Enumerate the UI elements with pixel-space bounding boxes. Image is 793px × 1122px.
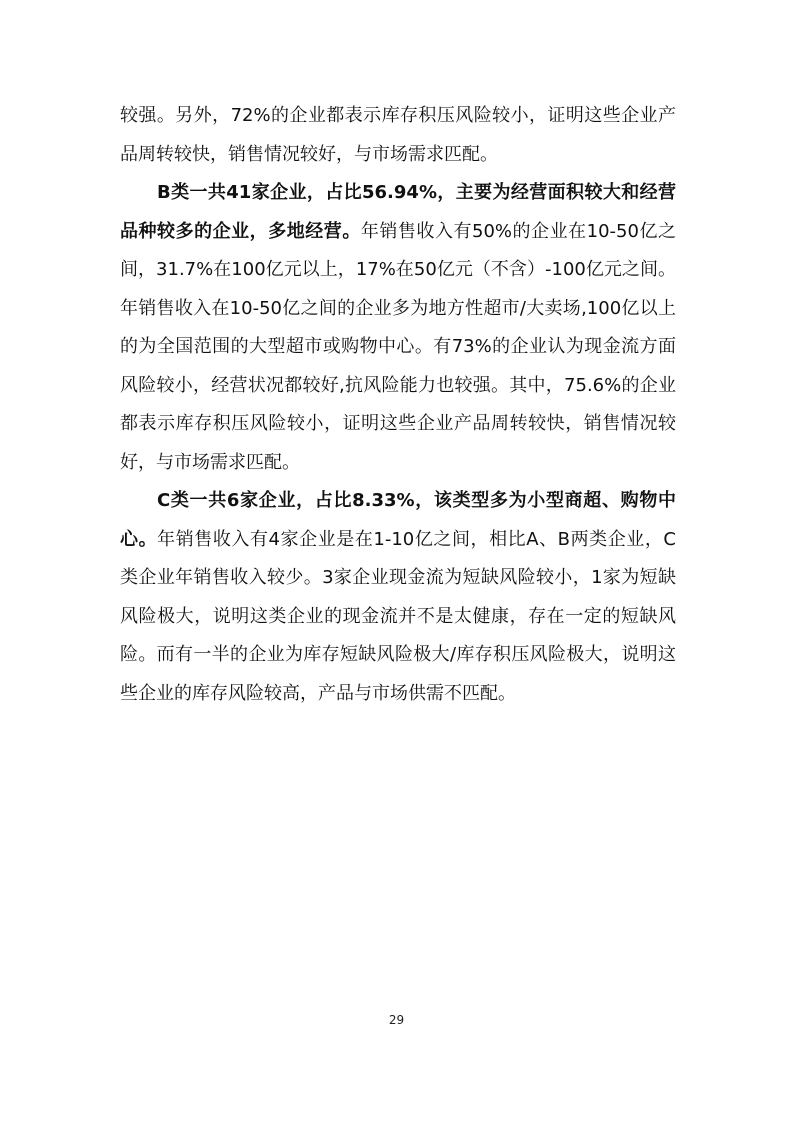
paragraph-bold-lead: B类一共41家企业，占比56.94%，主要为经营面积较大和经营品种较多的企业，多地经营。 xyxy=(120,182,676,242)
document-body xyxy=(120,97,676,713)
paragraph-text: 年销售收入有4家企业是在1-10亿之间，相比A、B两类企业，C类企业年销售收入较少。3家企业现金流为短缺风险较小，1家为短缺风险极大，说明这类企业的现金流并不是太健康，存在一定的短缺风险。而有一半的企业为库存短缺风险极大/库存积压风险极大，说明这些企业的库存风险较高，产品与市场供需不匹配。 xyxy=(120,528,676,704)
paragraph-continuation xyxy=(120,97,676,174)
page-number: 29 xyxy=(388,1013,405,1027)
paragraph-text: 较强。另外，72%的企业都表示库存积压风险较小，证明这些企业产品周转较快，销售情况较好，与市场需求匹配。 xyxy=(120,105,676,165)
paragraph-bold-lead: C类一共6家企业，占比8.33%，该类型多为小型商超、购物中心。 xyxy=(120,490,676,550)
paragraph-category-c xyxy=(120,482,676,713)
paragraph-category-b xyxy=(120,174,676,482)
paragraph-text: 年销售收入有50%的企业在10-50亿之间，31.7%在100亿元以上，17%在50亿元（不含）-100亿元之间。年销售收入在10-50亿之间的企业多为地方性超市/大卖场,100亿以上的为全国范围的大型超市或购物中心。有73%的企业认为现金流方面风险较小，经营状况都较好,抗风险能力也较强。其中，75.6%的企业都表示库存积压风险较小，证明这些企业产品周转较快，销售情况较好，与市场需求匹配。 xyxy=(120,220,676,473)
